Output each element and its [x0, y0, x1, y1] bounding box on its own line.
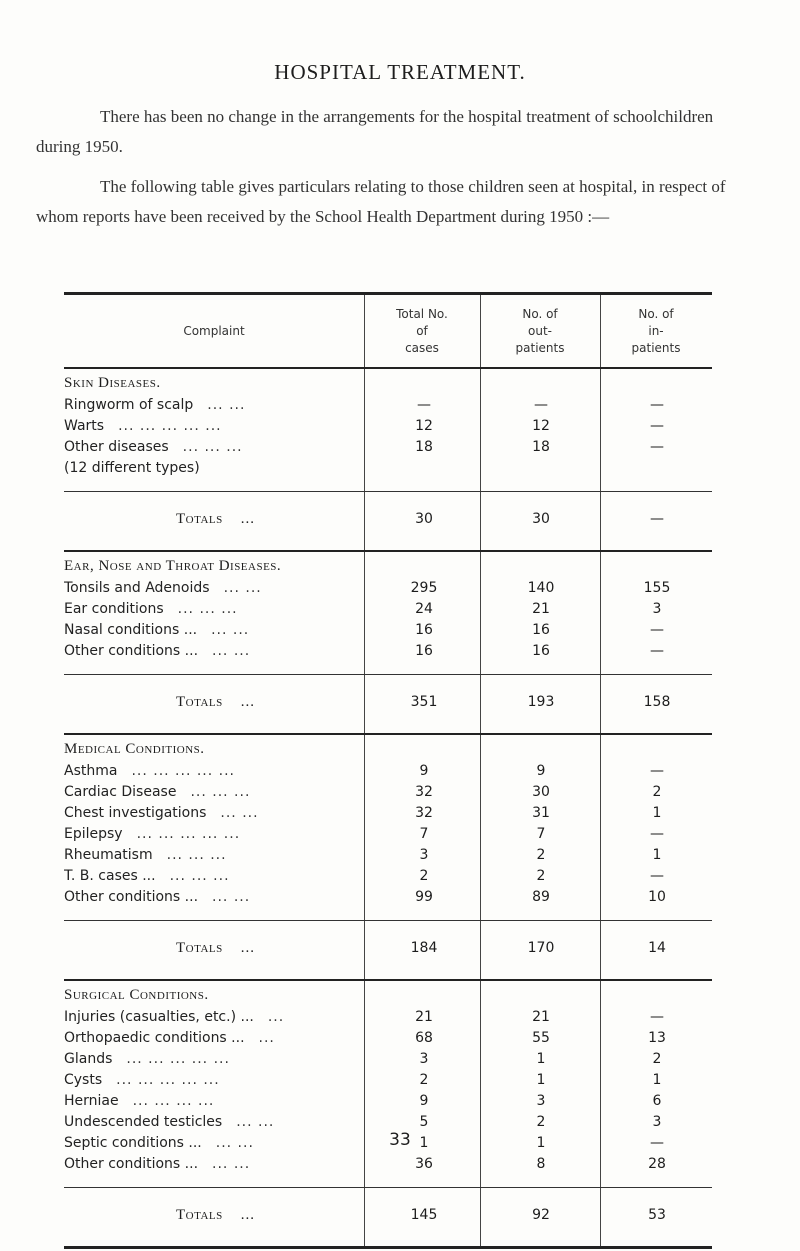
leader-dots: ... ... [211, 622, 250, 638]
complaint-name: Other conditions ... [64, 889, 199, 905]
row-label [64, 395, 362, 416]
total-cases-value: 16 [415, 622, 433, 638]
in-patients-value: 28 [648, 1156, 666, 1172]
leader-dots: ... ... ... ... ... [116, 1072, 220, 1088]
out-patients-value: 21 [532, 601, 550, 617]
table-section [64, 981, 712, 1246]
total-cases-value: 36 [415, 1156, 433, 1172]
page-number: 33 [389, 1130, 411, 1150]
complaint-name: Ringworm of scalp [64, 397, 194, 413]
intro-paragraph: There has been no change in the arrangements for the hospital treatment of schoolchildren during 1950. [36, 107, 714, 156]
total-cases-value: 7 [419, 826, 429, 842]
totals-label: Totals ... [176, 694, 255, 710]
total-cases-value: 1 [419, 1135, 429, 1151]
in-patients-value: — [650, 439, 664, 455]
out-patients-value: 31 [532, 805, 550, 821]
in-patients-value: 1 [652, 1072, 662, 1088]
in-patients-value: 2 [652, 784, 662, 800]
row-label [64, 1070, 362, 1091]
row-label [64, 782, 362, 803]
table-row [64, 620, 712, 641]
complaint-name: Other conditions ... [64, 643, 199, 659]
out-patients-value: 140 [527, 580, 555, 596]
row-label [64, 887, 362, 908]
leader-dots: ... [258, 1030, 275, 1046]
leader-dots: ... ... ... ... ... [118, 418, 222, 434]
total-cases-value: 21 [415, 1009, 433, 1025]
table-row [64, 887, 712, 908]
table-row [64, 1028, 712, 1049]
in-patients-value: 155 [643, 580, 671, 596]
leader-dots: ... ... [212, 889, 251, 905]
table-row [64, 437, 712, 458]
complaint-name: Epilepsy [64, 826, 123, 842]
in-patients-value: — [650, 1135, 664, 1151]
table-row [64, 458, 712, 479]
in-patients-value: 3 [652, 601, 662, 617]
totals-in-patients-value: 158 [643, 694, 671, 710]
table-section [64, 369, 712, 552]
leader-dots: ... ... ... [169, 868, 230, 884]
row-label [64, 578, 362, 599]
complaint-name: Rheumatism [64, 847, 153, 863]
row-label [64, 437, 362, 458]
hospital-treatment-table [64, 292, 712, 1249]
totals-out-patients-value: 30 [532, 511, 550, 527]
totals-cases-value: 351 [410, 694, 438, 710]
complaint-name: Ear conditions [64, 601, 164, 617]
complaint-name: T. B. cases ... [64, 868, 156, 884]
leader-dots: ... ... ... ... ... [136, 826, 241, 842]
leader-dots: ... ... [212, 643, 251, 659]
table-section [64, 552, 712, 735]
out-patients-value: 16 [532, 643, 550, 659]
table-header [64, 295, 712, 369]
total-cases-value: 9 [419, 1093, 429, 1109]
header-complaint: Complaint [183, 323, 245, 338]
leader-dots: ... ... [212, 1156, 251, 1172]
totals-label: Totals ... [176, 1207, 255, 1223]
table-row [64, 803, 712, 824]
in-patients-value: — [650, 643, 664, 659]
row-label [64, 620, 362, 641]
complaint-name: Chest investigations [64, 805, 207, 821]
in-patients-value: 3 [652, 1114, 662, 1130]
totals-out-patients-value: 170 [527, 940, 555, 956]
leader-dots: ... ... [220, 805, 259, 821]
leader-dots: ... ... ... ... ... [126, 1051, 230, 1067]
out-patients-value: 2 [536, 847, 546, 863]
row-label [64, 1049, 362, 1070]
header-in-patients: No. of in- patients [631, 306, 681, 355]
table-intro-paragraph: The following table gives particulars relating to those children seen at hospital, in respect of whom reports have been received by the School Health Department during 1950 :— [36, 177, 726, 226]
out-patients-value: 12 [532, 418, 550, 434]
table-row [64, 1007, 712, 1028]
row-label [64, 1028, 362, 1049]
total-cases-value: — [417, 397, 431, 413]
leader-dots: ... ... ... [166, 847, 227, 863]
table-row [64, 866, 712, 887]
total-cases-value: 9 [419, 763, 429, 779]
in-patients-value: — [650, 826, 664, 842]
leader-dots: ... ... [215, 1135, 254, 1151]
out-patients-value: — [534, 397, 548, 413]
total-cases-value: 68 [415, 1030, 433, 1046]
totals-row [64, 1187, 712, 1246]
out-patients-value: 55 [532, 1030, 550, 1046]
leader-dots: ... ... ... [190, 784, 251, 800]
in-patients-value: 13 [648, 1030, 666, 1046]
header-out-patients: No. of out- patients [515, 306, 565, 355]
out-patients-value: 2 [536, 868, 546, 884]
totals-in-patients-value: 53 [648, 1207, 666, 1223]
totals-cases-value: 145 [410, 1207, 438, 1223]
row-label [64, 1091, 362, 1112]
row-label [64, 803, 362, 824]
page-title: HOSPITAL TREATMENT. [274, 60, 526, 84]
row-label [64, 1154, 362, 1175]
totals-label: Totals ... [176, 940, 255, 956]
leader-dots: ... ... [236, 1114, 275, 1130]
in-patients-value: — [650, 1009, 664, 1025]
out-patients-value: 1 [536, 1072, 546, 1088]
out-patients-value: 8 [536, 1156, 546, 1172]
totals-label: Totals ... [176, 511, 255, 527]
in-patients-value: 10 [648, 889, 666, 905]
table-row [64, 599, 712, 620]
total-cases-value: 295 [410, 580, 438, 596]
row-label [64, 761, 362, 782]
totals-row [64, 920, 712, 979]
complaint-name: Undescended testicles [64, 1114, 223, 1130]
total-cases-value: 3 [419, 1051, 429, 1067]
row-label [64, 599, 362, 620]
row-label [64, 416, 362, 437]
header-total-cases: Total No. of cases [396, 306, 448, 355]
out-patients-value: 1 [536, 1135, 546, 1151]
total-cases-value: 2 [419, 868, 429, 884]
totals-out-patients-value: 193 [527, 694, 555, 710]
complaint-name: Cardiac Disease [64, 784, 177, 800]
in-patients-value: — [650, 868, 664, 884]
in-patients-value: 1 [652, 805, 662, 821]
row-label [64, 866, 362, 887]
leader-dots: ... ... ... [177, 601, 238, 617]
table-row [64, 1070, 712, 1091]
table-row [64, 1091, 712, 1112]
out-patients-value: 30 [532, 784, 550, 800]
section-title: Ear, Nose and Throat Diseases. [64, 558, 282, 574]
row-label [64, 845, 362, 866]
complaint-name: Injuries (casualties, etc.) ... [64, 1009, 254, 1025]
total-cases-value: 32 [415, 784, 433, 800]
row-label [64, 641, 362, 662]
complaint-name: Warts [64, 418, 105, 434]
row-label [64, 1007, 362, 1028]
complaint-name: Other diseases [64, 439, 169, 455]
totals-cases-value: 184 [410, 940, 438, 956]
total-cases-value: 5 [419, 1114, 429, 1130]
total-cases-value: 3 [419, 847, 429, 863]
row-label [64, 824, 362, 845]
total-cases-value: 99 [415, 889, 433, 905]
leader-dots: ... ... ... [182, 439, 243, 455]
complaint-name: (12 different types) [64, 460, 200, 476]
total-cases-value: 24 [415, 601, 433, 617]
leader-dots: ... ... ... ... [132, 1093, 215, 1109]
complaint-name: Herniae [64, 1093, 119, 1109]
in-patients-value: 6 [652, 1093, 662, 1109]
total-cases-value: 18 [415, 439, 433, 455]
out-patients-value: 21 [532, 1009, 550, 1025]
table-row [64, 578, 712, 599]
table-row [64, 395, 712, 416]
table-row [64, 824, 712, 845]
totals-out-patients-value: 92 [532, 1207, 550, 1223]
total-cases-value: 32 [415, 805, 433, 821]
in-patients-value: — [650, 622, 664, 638]
leader-dots: ... [267, 1009, 285, 1025]
section-title: Skin Diseases. [64, 375, 161, 391]
in-patients-value: — [650, 397, 664, 413]
totals-in-patients-value: 14 [648, 940, 666, 956]
in-patients-value: 2 [652, 1051, 662, 1067]
table-row [64, 761, 712, 782]
totals-cases-value: 30 [415, 511, 433, 527]
table-row [64, 1154, 712, 1175]
totals-row [64, 491, 712, 550]
out-patients-value: 7 [536, 826, 546, 842]
complaint-name: Glands [64, 1051, 113, 1067]
in-patients-value: — [650, 763, 664, 779]
out-patients-value: 16 [532, 622, 550, 638]
out-patients-value: 2 [536, 1114, 546, 1130]
row-label [64, 458, 362, 479]
total-cases-value: 2 [419, 1072, 429, 1088]
table-row [64, 641, 712, 662]
leader-dots: ... ... ... ... ... [131, 763, 236, 779]
out-patients-value: 9 [536, 763, 546, 779]
table-row [64, 1049, 712, 1070]
table-section [64, 735, 712, 981]
totals-row [64, 674, 712, 733]
complaint-name: Septic conditions ... [64, 1135, 202, 1151]
table-row [64, 416, 712, 437]
section-title: Medical Conditions. [64, 741, 205, 757]
section-title: Surgical Conditions. [64, 987, 209, 1003]
complaint-name: Nasal conditions ... [64, 622, 198, 638]
table-row [64, 782, 712, 803]
complaint-name: Tonsils and Adenoids [64, 580, 210, 596]
out-patients-value: 1 [536, 1051, 546, 1067]
total-cases-value: 16 [415, 643, 433, 659]
in-patients-value: 1 [652, 847, 662, 863]
complaint-name: Other conditions ... [64, 1156, 199, 1172]
table-row [64, 845, 712, 866]
complaint-name: Asthma [64, 763, 118, 779]
complaint-name: Orthopaedic conditions ... [64, 1030, 245, 1046]
totals-in-patients-value: — [650, 511, 664, 527]
total-cases-value: 12 [415, 418, 433, 434]
leader-dots: ... ... [207, 397, 246, 413]
out-patients-value: 18 [532, 439, 550, 455]
in-patients-value: — [650, 418, 664, 434]
complaint-name: Cysts [64, 1072, 103, 1088]
out-patients-value: 3 [536, 1093, 546, 1109]
leader-dots: ... ... [223, 580, 262, 596]
out-patients-value: 89 [532, 889, 550, 905]
